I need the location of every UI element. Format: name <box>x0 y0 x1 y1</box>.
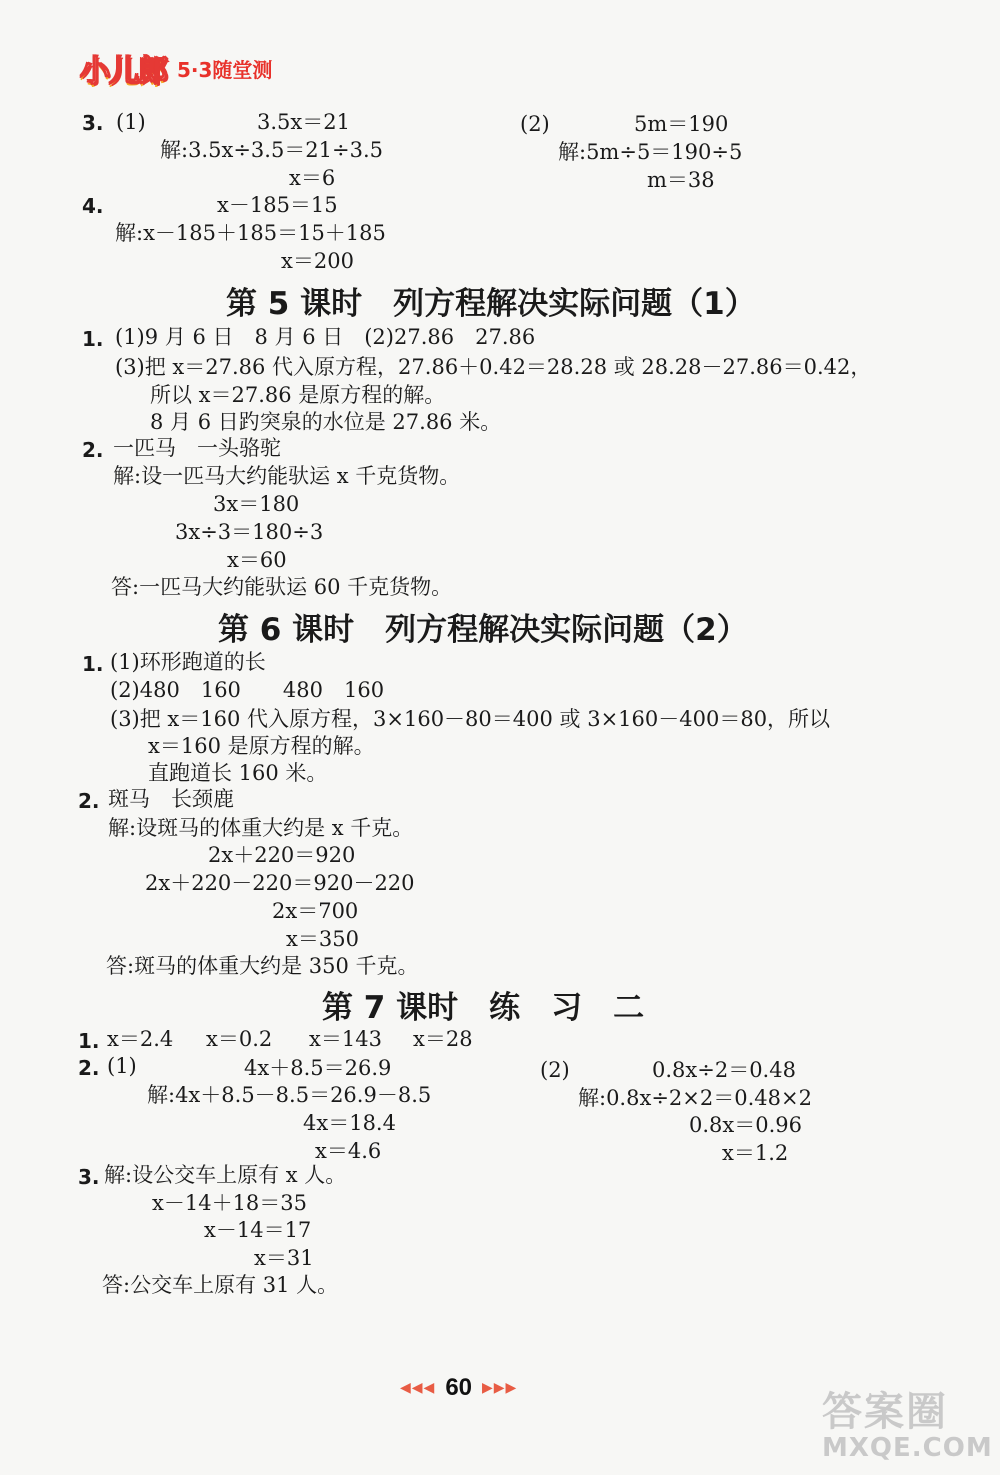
question-number: 3. <box>78 1165 100 1189</box>
equation: x－14＝17 <box>204 1218 312 1242</box>
equation: 3.5x＝21 <box>257 110 350 134</box>
answer-sentence: 答:一匹马大约能驮运 60 千克货物。 <box>111 575 453 599</box>
text-line: (1)9 月 6 日 8 月 6 日 (2)27.86 27.86 <box>115 325 536 349</box>
answer-sentence: 答:公交车上原有 31 人。 <box>102 1273 339 1297</box>
equation: 0.8x＝0.96 <box>689 1113 802 1137</box>
text-line: 解:设斑马的体重大约是 x 千克。 <box>108 816 414 840</box>
solution-line: 解:4x＋8.5－8.5＝26.9－8.5 <box>147 1083 432 1107</box>
part-label: (2) <box>540 1058 570 1082</box>
right-arrows-icon: ▶▶▶ <box>482 1380 518 1396</box>
question-number: 2. <box>82 438 104 462</box>
text-line: 所以 x＝27.86 是原方程的解。 <box>150 383 446 407</box>
text-line: 解:设公交车上原有 x 人。 <box>104 1163 347 1187</box>
question-number: 2. <box>78 1056 100 1080</box>
text-line: x＝160 是原方程的解。 <box>148 734 375 758</box>
answer-line: x＝200 <box>281 249 354 273</box>
equation: 2x＋220－220＝920－220 <box>145 871 415 895</box>
solution-line: 解:0.8x÷2×2＝0.48×2 <box>578 1086 812 1110</box>
question-number: 3. <box>82 111 104 135</box>
left-arrows-icon: ◀◀◀ <box>400 1380 436 1396</box>
answer-sentence: 答:斑马的体重大约是 350 千克。 <box>106 954 419 978</box>
page-number: 60 <box>445 1374 473 1401</box>
watermark-url: MXQE.COM <box>822 1433 993 1463</box>
equation: 0.8x÷2＝0.48 <box>652 1058 796 1082</box>
equation: 5m＝190 <box>634 112 729 136</box>
question-number: 4. <box>82 194 104 218</box>
solution-line: 解:x－185＋185＝15＋185 <box>115 221 386 245</box>
text-line: (3)把 x＝160 代入原方程，3×160－80＝400 或 3×160－400＝80，所以 <box>110 707 831 731</box>
answer-line: x＝4.6 <box>315 1139 382 1163</box>
part-label: (1) <box>116 110 146 134</box>
watermark-text: 答案圈 <box>822 1389 948 1435</box>
equation: x－14＋18＝35 <box>152 1191 308 1215</box>
answer-line: x＝6 <box>289 166 336 190</box>
answer-line: x＝60 <box>227 548 287 572</box>
answer-item: x＝143 <box>309 1027 382 1051</box>
watermark <box>822 1380 993 1463</box>
answer-line: m＝38 <box>647 168 715 192</box>
equation: x－185＝15 <box>217 193 338 217</box>
lesson-title: 第 5 课时 列方程解决实际问题（1） <box>226 286 756 322</box>
question-number: 2. <box>78 789 100 813</box>
text-line: 斑马 长颈鹿 <box>108 787 234 811</box>
equation: 4x＋8.5＝26.9 <box>244 1056 392 1080</box>
text-line: 8 月 6 日趵突泉的水位是 27.86 米。 <box>150 410 502 434</box>
logo-text: 小儿郎 <box>80 54 167 89</box>
text-line: 直跑道长 160 米。 <box>148 761 328 785</box>
equation: 3x＝180 <box>213 492 300 516</box>
text-line: (2)480 160 480 160 <box>110 678 385 702</box>
text-line: (1)环形跑道的长 <box>110 650 266 674</box>
equation: 2x＝700 <box>272 899 359 923</box>
question-number: 1. <box>82 652 104 676</box>
answer-line: x＝1.2 <box>722 1141 789 1165</box>
question-number: 1. <box>78 1029 100 1053</box>
answer-item: x＝0.2 <box>206 1027 273 1051</box>
equation: 2x＋220＝920 <box>208 843 356 867</box>
equation: 4x＝18.4 <box>303 1111 396 1135</box>
equation: 3x÷3＝180÷3 <box>175 520 324 544</box>
text-line: 一匹马 一头骆驼 <box>113 436 281 460</box>
series-title: 5·3随堂测 <box>177 57 273 82</box>
question-number: 1. <box>82 327 104 351</box>
answer-item: x＝2.4 <box>107 1027 174 1051</box>
text-line: 解:设一匹马大约能驮运 x 千克货物。 <box>113 464 461 488</box>
lesson-title: 第 7 课时 练 习 二 <box>322 990 645 1026</box>
part-label: (2) <box>520 112 550 136</box>
solution-line: 解:5m÷5＝190÷5 <box>558 140 743 164</box>
answer-line: x＝31 <box>254 1246 314 1270</box>
page-footer <box>400 1374 517 1402</box>
solution-line: 解:3.5x÷3.5＝21÷3.5 <box>160 138 384 162</box>
brand-logo <box>80 48 272 88</box>
answer-line: x＝350 <box>286 927 359 951</box>
answer-item: x＝28 <box>413 1027 473 1051</box>
lesson-title: 第 6 课时 列方程解决实际问题（2） <box>218 612 748 648</box>
part-label: (1) <box>107 1054 137 1078</box>
text-line: (3)把 x＝27.86 代入原方程，27.86＋0.42＝28.28 或 28.28－27.86＝0.42， <box>115 355 872 379</box>
